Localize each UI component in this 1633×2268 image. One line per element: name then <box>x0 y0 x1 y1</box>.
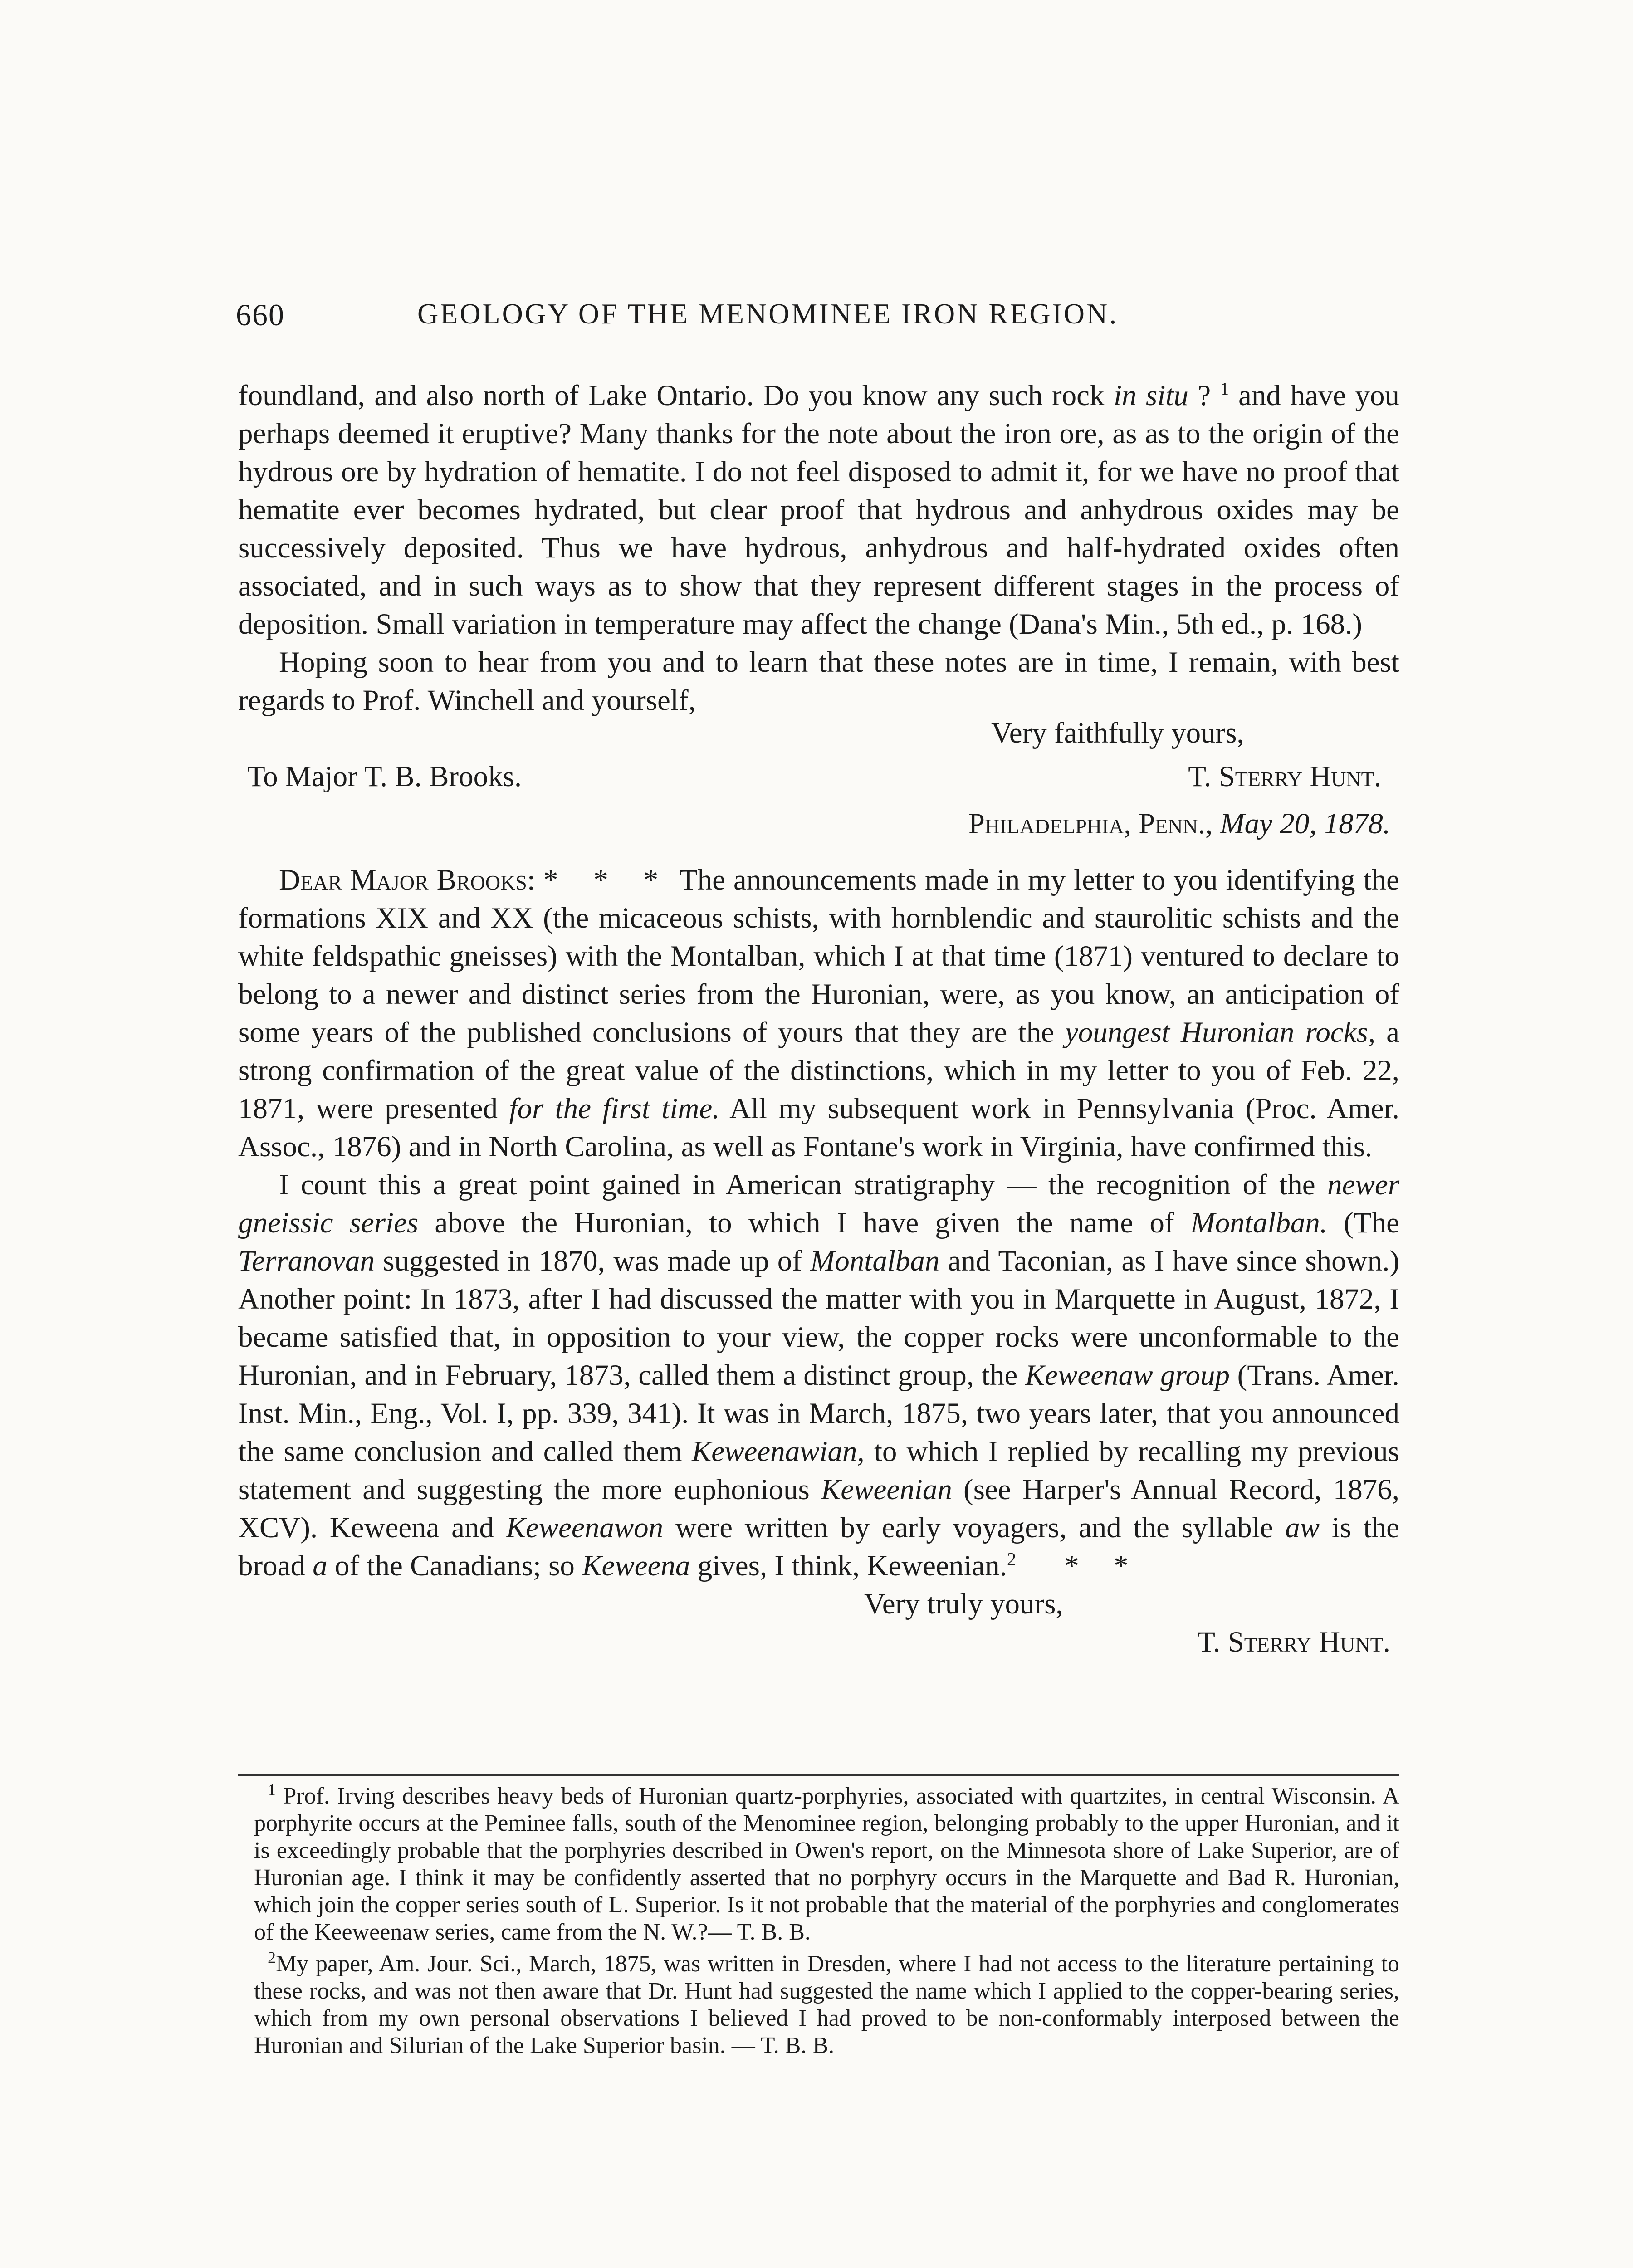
letter1-signature: T. Sterry Hunt. <box>1188 760 1381 793</box>
letter2-signature-line <box>238 1623 1399 1661</box>
letter1-paragraph-2: Hoping soon to hear from you and to learn that these notes are in time, I remain, with best regards to Prof. Winchell and yourself, <box>238 646 1399 717</box>
letter2-signature: T. Sterry Hunt. <box>1197 1626 1390 1658</box>
letter2-valediction-line <box>238 1585 1399 1623</box>
footnote-2: $^2$My paper, Am. Jour. Sci., March, 1875, was written in Dresden, where I had not access to the literature pertaining to these rocks, and was not then aware that Dr. Hunt had suggested the name which I applied to the copper-bearing series, which from my own personal observations I believed I had proved to be non-conformably interposed between the Huronian and Silurian of the Lake Superior basin. — T. B. B. <box>254 1948 1399 2058</box>
letter1-paragraph-1: foundland, and also north of Lake Ontario. Do you know any such rock in situ ? $^1$ and have you perhaps deemed it eruptive? Many thanks for the note about the iron ore, as as to the origin of the hydrous ore by hydration of hematite. I do not feel disposed to admit it, for we have no proof that hematite ever becomes hydrated, but clear proof that hydrous and anhydrous oxides may be successively deposited. Thus we have hydrous, anhydrous and half-hydrated oxides often associated, and in such ways as to show that they represent different stages in the process of deposition. Small variation in temperature may affect the change (Dana's Min., 5th ed., p. 168.) <box>238 378 1399 640</box>
letter2-dateline: Philadelphia, Penn., May 20, 1878. <box>968 807 1390 840</box>
footnote-ref-2[interactable]: 2 <box>1007 1549 1016 1569</box>
letter1-signature-line <box>238 758 1399 796</box>
footnote-ref-1[interactable]: 1 <box>1220 378 1229 399</box>
letter2-salutation: Dear Major Brooks: <box>279 864 535 896</box>
ellipsis-stars: * * * <box>543 864 672 896</box>
page-header <box>236 297 1433 338</box>
body-text <box>238 376 1399 1661</box>
letter1-valediction: Very faithfully yours, <box>991 717 1244 749</box>
letter1-valediction-line <box>238 719 1399 758</box>
letter2-valediction: Very truly yours, <box>864 1588 1063 1620</box>
footnote-divider <box>238 1774 1399 1776</box>
footnote-mark: 2 <box>268 1948 276 1967</box>
ellipsis-stars: * * <box>1064 1549 1142 1582</box>
footnotes <box>254 1780 1400 2064</box>
running-title: GEOLOGY OF THE MENOMINEE IRON REGION. <box>417 298 1119 330</box>
page-number: 660 <box>236 298 285 332</box>
letter1-addressee: To Major T. B. Brooks. <box>247 760 522 793</box>
letter2-paragraph-2: I count this a great point gained in American stratigraphy — the recognition of the newer gneissic series above the Huronian, to which I have given the name of Montalban. (The Terranovan suggested in 1870, was made up of Montalban and Taconian, as I have since shown.) Another point: In 1873, after I had discussed the matter with you in Marquette in August, 1872, I became satisfied that, in opposition to your view, the copper rocks were unconformable to the Huronian, and in February, 1873, called them a distinct group, the Keweenaw group (Trans. Amer. Inst. Min., Eng., Vol. I, pp. 339, 341). It was in March, 1875, two years later, that you announced the same conclusion and called them Keweenawian, to which I replied by recalling my previous statement and suggesting the more euphonious Keweenian (see Harper's Annual Record, 1876, XCV). Keweena and Keweenawon were written by early voyagers, and the syllable aw is the broad a of the Canadians; so Keweena gives, I think, Keweenian.$^2$ * * <box>238 1168 1400 1582</box>
footnote-1: $^1$ Prof. Irving describes heavy beds of Huronian quartz-porphyries, associated with quartzites, in central Wisconsin. A porphyrite occurs at the Peminee falls, south of the Menominee region, belonging probably to the upper Huronian, and it is exceedingly probable that the porphyries described in Owen's report, on the Minnesota shore of Lake Superior, are of Huronian age. I think it may be confidently asserted that no porphyry occurs in the Marquette and Bad R. Huronian, which join the copper series south of L. Superior. Is it not probable that the material of the porphyries and conglomerates of the Keeweenaw series, came from the N. W.?— T. B. B. <box>254 1780 1400 1945</box>
letter2-paragraph-1: Dear Major Brooks: * * * The announcements made in my letter to you identifying the formations XIX and XX (the micaceous schists, with hornblendic and staurolitic schists and the white feldspathic gneisses) with the Montalban, which I at that time (1871) ventured to declare to belong to a newer and distinct series from the Huronian, were, as you know, an anticipation of some years of the published conclusions of yours that they are the youngest Huronian rocks, a strong confirmation of the great value of the distinctions, which in my letter to you of Feb. 22, 1871, were presented for the first time. All my subsequent work in Pennsylvania (Proc. Amer. Assoc., 1876) and in North Carolina, as well as Fontane's work in Virginia, have confirmed this. <box>238 864 1399 1163</box>
footnote-mark: 1 <box>268 1780 276 1799</box>
